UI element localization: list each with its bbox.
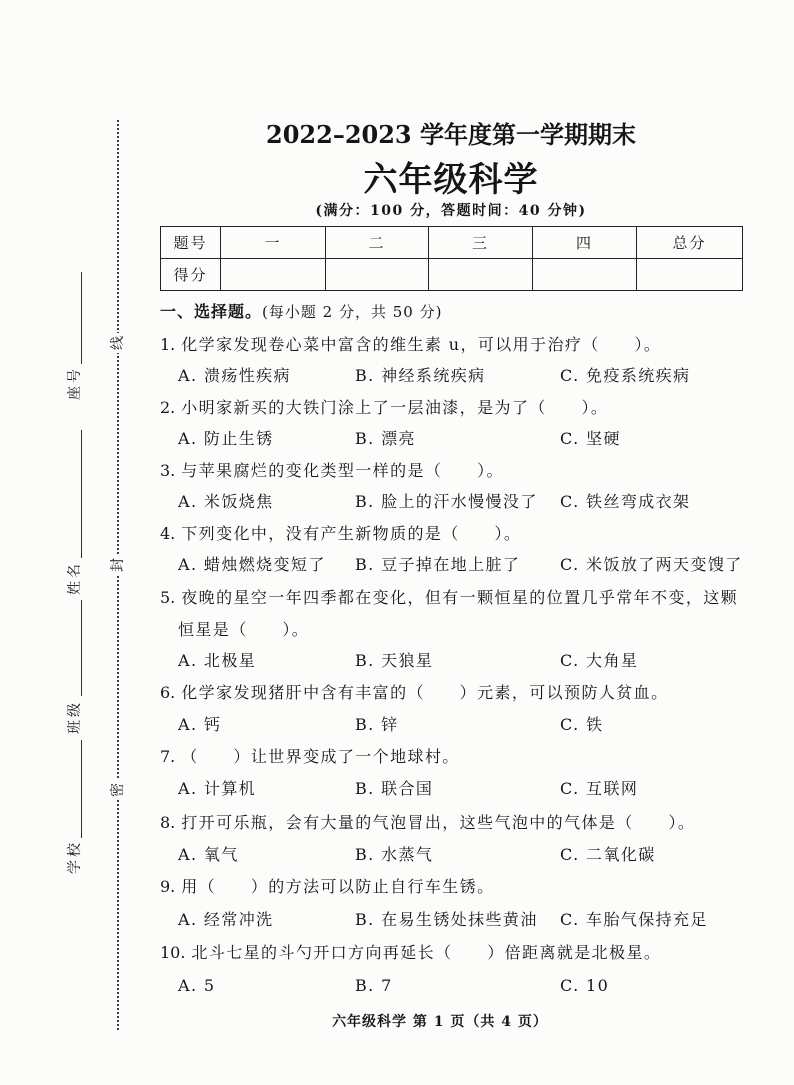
- question-number: 4.: [160, 524, 176, 543]
- option-a: A. 5: [178, 976, 216, 995]
- question-9: [160, 876, 494, 898]
- option-a: A. 北极星: [178, 651, 257, 670]
- question-1: [160, 334, 661, 356]
- score-cell-2: [326, 259, 429, 291]
- question-stem: 下列变化中，没有产生新物质的是（ ）。: [181, 524, 522, 543]
- question-stem: （ ）让世界变成了一个地球村。: [181, 747, 460, 766]
- question-stem: 化学家发现猪肝中含有丰富的（ ）元素，可以预防人贫血。: [181, 683, 669, 702]
- question-stem: 化学家发现卷心菜中富含的维生素 u，可以用于治疗（ ）。: [181, 335, 662, 354]
- question-number: 1.: [160, 335, 176, 354]
- score-row-label: 得分: [161, 259, 221, 291]
- option-b: B. 脸上的汗水慢慢没了: [355, 492, 538, 511]
- option-b: B. 漂亮: [355, 429, 416, 448]
- option-c: C. 大角星: [560, 651, 639, 670]
- question-stem: 小明家新买的大铁门涂上了一层油漆，是为了（ ）。: [181, 398, 609, 417]
- question-stem-continued: 恒星是（ ）。: [178, 620, 310, 639]
- exam-title: 2022–2023 学年度第一学期期末: [266, 120, 636, 149]
- question-stem: 夜晚的星空一年四季都在变化，但有一颗恒星的位置几乎常年不变，这颗: [181, 588, 739, 607]
- question-number: 5.: [160, 588, 176, 607]
- question-5-options: [160, 650, 742, 672]
- option-a: A. 计算机: [178, 779, 257, 798]
- question-7: [160, 746, 460, 768]
- option-b: B. 神经系统疾病: [355, 366, 486, 385]
- option-a: A. 氧气: [178, 845, 239, 864]
- option-c: C. 免疫系统疾病: [560, 366, 691, 385]
- question-number: 7.: [160, 747, 176, 766]
- seal-mark-mi: 密: [108, 780, 128, 800]
- option-c: C. 米饭放了两天变馊了: [560, 555, 743, 574]
- question-10-options: [160, 975, 742, 997]
- section-title: 一、选择题。: [160, 302, 263, 321]
- name-label: 姓名: [67, 561, 83, 595]
- score-table-column-3: 三: [429, 227, 533, 259]
- question-number: 2.: [160, 398, 176, 417]
- section-heading: [160, 302, 442, 322]
- question-8-options: [160, 844, 742, 866]
- question-number: 9.: [160, 877, 176, 896]
- score-cell-4: [533, 259, 637, 291]
- option-c: C. 车胎气保持充足: [560, 910, 708, 929]
- exam-info: (满分：100 分，答题时间：40 分钟): [315, 203, 587, 219]
- score-cell-1: [221, 259, 326, 291]
- question-4: [160, 523, 521, 545]
- score-table-column-total: 总分: [637, 227, 743, 259]
- question-3: [160, 460, 504, 482]
- option-c: C. 二氧化碳: [560, 845, 656, 864]
- question-6-options: [160, 714, 742, 736]
- question-3-options: [160, 491, 742, 513]
- question-1-options: [160, 365, 742, 387]
- score-table-column-2: 二: [326, 227, 429, 259]
- question-9-options: [160, 909, 742, 931]
- question-number: 6.: [160, 683, 176, 702]
- option-c: C. 互联网: [560, 779, 639, 798]
- school-label: 学校: [67, 840, 83, 874]
- question-4-options: [160, 554, 742, 576]
- option-b: B. 豆子掉在地上脏了: [355, 555, 521, 574]
- seal-mark-xian: 线: [108, 333, 128, 353]
- score-table: [160, 226, 743, 291]
- section-score-note: (每小题 2 分，共 50 分): [262, 303, 443, 321]
- question-stem: 打开可乐瓶，会有大量的气泡冒出，这些气泡中的气体是（ ）。: [181, 813, 696, 832]
- option-b: B. 锌: [355, 715, 399, 734]
- question-10: [160, 942, 661, 964]
- option-b: B. 水蒸气: [355, 845, 434, 864]
- option-c: C. 铁: [560, 715, 604, 734]
- question-stem: 北斗七星的斗勺开口方向再延长（ ）倍距离就是北极星。: [191, 943, 662, 962]
- question-6: [160, 682, 668, 704]
- score-table-column-1: 一: [221, 227, 326, 259]
- option-c: C. 铁丝弯成衣架: [560, 492, 691, 511]
- question-2-options: [160, 428, 742, 450]
- score-cell-total: [637, 259, 743, 291]
- question-5: [160, 587, 738, 609]
- score-table-column-4: 四: [533, 227, 637, 259]
- question-8: [160, 812, 695, 834]
- score-table-score-row: [161, 259, 743, 291]
- name-write-line: [81, 430, 82, 558]
- option-a: A. 经常冲洗: [178, 910, 274, 929]
- option-b: B. 联合国: [355, 779, 434, 798]
- class-write-line: [81, 600, 82, 696]
- question-stem: 用（ ）的方法可以防止自行车生锈。: [181, 877, 495, 896]
- question-number: 10.: [160, 943, 186, 962]
- question-7-options: [160, 778, 742, 800]
- option-a: A. 防止生锈: [178, 429, 274, 448]
- page-footer: 六年级科学 第 1 页（共 4 页）: [332, 1014, 548, 1030]
- score-table-header-row: [161, 227, 743, 259]
- exam-subject: 六年级科学: [363, 160, 539, 200]
- binding-dotted-line: [117, 120, 119, 1030]
- seat-number-label: 座号: [67, 366, 83, 400]
- option-b: B. 天狼星: [355, 651, 434, 670]
- option-b: B. 7: [355, 976, 393, 995]
- question-number: 8.: [160, 813, 176, 832]
- option-c: C. 坚硬: [560, 429, 621, 448]
- seal-mark-feng: 封: [108, 555, 128, 575]
- question-stem: 与苹果腐烂的变化类型一样的是（ ）。: [181, 461, 504, 480]
- option-a: A. 钙: [178, 715, 222, 734]
- seat-number-write-line: [81, 272, 82, 364]
- score-table-row-header: 题号: [161, 227, 221, 259]
- score-cell-3: [429, 259, 533, 291]
- option-a: A. 溃疡性疾病: [178, 366, 291, 385]
- option-a: A. 米饭烧焦: [178, 492, 274, 511]
- school-write-line: [81, 740, 82, 838]
- question-2: [160, 397, 608, 419]
- question-number: 3.: [160, 461, 176, 480]
- option-a: A. 蜡烛燃烧变短了: [178, 555, 326, 574]
- class-label: 班级: [67, 700, 83, 734]
- option-c: C. 10: [560, 976, 610, 995]
- option-b: B. 在易生锈处抹些黄油: [355, 910, 538, 929]
